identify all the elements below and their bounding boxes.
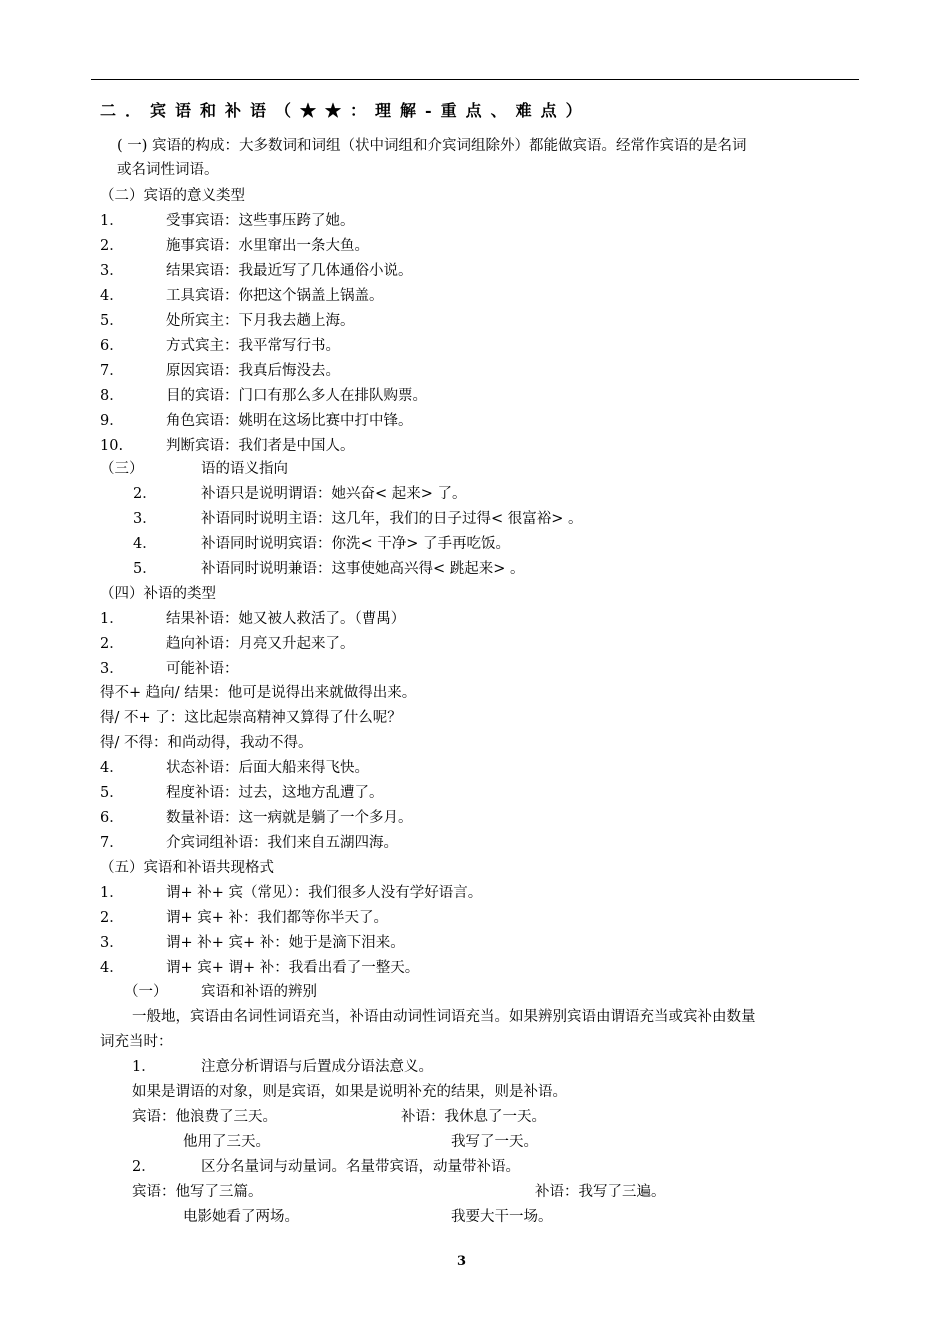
s3-item-num: 2． [133, 486, 157, 502]
s2-item-text: 结果宾语：我最近写了几体通俗小说。 [166, 263, 413, 279]
s6-ex2-left2: 电影她看了两场。 [183, 1209, 299, 1225]
s4-item-text: 结果补语：她又被人救活了。（曹禺） [166, 611, 406, 627]
s4-item-num: 6． [100, 810, 124, 826]
s2-item-text: 判断宾语：我们者是中国人。 [166, 438, 355, 454]
s2-item-text: 方式宾主：我平常写行书。 [166, 338, 340, 354]
s2-item-num: 5． [100, 313, 124, 329]
s2-item-num: 10. [100, 438, 124, 454]
s2-item-num: 3． [100, 263, 124, 279]
s2-item-text: 角色宾语：姚明在这场比赛中打中锋。 [166, 413, 413, 429]
s6-label: （一） [124, 984, 168, 1000]
s5-item-text: 谓+ 宾+ 谓+ 补：我看出看了一整天。 [166, 960, 420, 976]
s4-item-num: 2． [100, 636, 124, 652]
s5-item-text: 谓+ 宾+ 补：我们都等你半天了。 [166, 910, 389, 926]
s3-title: 语的语义指向 [201, 461, 288, 477]
header-rule [91, 79, 859, 80]
s4-item-num: 1． [100, 611, 124, 627]
s6-p1-num: 1． [132, 1059, 156, 1075]
s5-item-num: 3． [100, 935, 124, 951]
s3-item-text: 补语同时说明兼语：这事使她高兴得< 跳起来> 。 [201, 561, 525, 577]
s2-item-num: 6． [100, 338, 124, 354]
s3-label: （三） [100, 461, 144, 477]
section-heading: 二．宾语和补语（★★：理解-重点、难点） [100, 101, 591, 120]
s5-item-text: 谓+ 补+ 宾（常见）：我们很多人没有学好语言。 [166, 885, 483, 901]
p1-line2: 或名词性词语。 [117, 162, 219, 178]
s3-item-text: 补语只是说明谓语：她兴奋< 起来> 了。 [201, 486, 467, 502]
s4-title: （四）补语的类型 [100, 586, 216, 602]
s6-p1-text: 注意分析谓语与后置成分语法意义。 [201, 1059, 433, 1075]
s3-item-text: 补语同时说明主语：这几年，我们的日子过得< 很富裕> 。 [201, 511, 583, 527]
s6-title: 宾语和补语的辨别 [201, 984, 317, 1000]
s6-ex1-left1: 宾语：他浪费了三天。 [132, 1109, 277, 1125]
s4-item-text: 状态补语：后面大船来得飞快。 [166, 760, 369, 776]
s2-item-num: 2． [100, 238, 124, 254]
s4-item-text: 可能补语： [166, 661, 239, 677]
s2-title: （二）宾语的意义类型 [100, 188, 245, 204]
s4-item-text: 趋向补语：月亮又升起来了。 [166, 636, 355, 652]
s4-sub-3: 得/ 不得：和尚动得，我动不得。 [100, 735, 313, 751]
s5-item-num: 2． [100, 910, 124, 926]
s3-item-text: 补语同时说明宾语：你洗< 干净> 了手再吃饭。 [201, 536, 511, 552]
s3-item-num: 3． [133, 511, 157, 527]
s5-item-text: 谓+ 补+ 宾+ 补：她于是滴下泪来。 [166, 935, 405, 951]
s6-ex2-right2: 我要大干一场。 [451, 1209, 553, 1225]
s6-p2-text: 区分名量词与动量词。名量带宾语，动量带补语。 [201, 1159, 520, 1175]
s2-item-text: 目的宾语：门口有那么多人在排队购票。 [166, 388, 427, 404]
s4-item-num: 7． [100, 835, 124, 851]
s6-ex1-right2: 我写了一天。 [451, 1134, 538, 1150]
s6-p1-desc: 如果是谓语的对象，则是宾语，如果是说明补充的结果，则是补语。 [132, 1084, 567, 1100]
s6-ex2-right1: 补语：我写了三遍。 [535, 1184, 666, 1200]
p1-line1: ( 一) 宾语的构成：大多数词和词组（状中词组和介宾词组除外）都能做宾语。经常作宾语的是名词 [117, 138, 747, 154]
s4-item-num: 5． [100, 785, 124, 801]
s4-item-num: 3． [100, 661, 124, 677]
s6-para-line2: 词充当时： [100, 1034, 173, 1050]
s3-item-num: 4． [133, 536, 157, 552]
s2-item-text: 施事宾语：水里窜出一条大鱼。 [166, 238, 369, 254]
s6-ex1-right1: 补语：我休息了一天。 [401, 1109, 546, 1125]
s4-sub-1: 得不+ 趋向/ 结果：他可是说得出来就做得出来。 [100, 685, 417, 701]
s4-item-text: 介宾词组补语：我们来自五湖四海。 [166, 835, 398, 851]
s2-item-text: 处所宾主：下月我去趟上海。 [166, 313, 355, 329]
s2-item-num: 8． [100, 388, 124, 404]
s4-sub-2: 得/ 不+ 了：这比起崇高精神又算得了什么呢？ [100, 710, 402, 726]
s2-item-text: 工具宾语：你把这个锅盖上锅盖。 [166, 288, 384, 304]
s5-item-num: 4． [100, 960, 124, 976]
s6-p2-num: 2． [132, 1159, 156, 1175]
s4-item-text: 程度补语：过去，这地方乱遭了。 [166, 785, 384, 801]
s6-para-line1: 一般地，宾语由名词性词语充当，补语由动词性词语充当。如果辨别宾语由谓语充当或宾补由数量 [132, 1009, 756, 1025]
s2-item-text: 原因宾语：我真后悔没去。 [166, 363, 340, 379]
s2-item-num: 9． [100, 413, 124, 429]
s3-item-num: 5． [133, 561, 157, 577]
page-number: 3 [457, 1254, 467, 1269]
s2-item-text: 受事宾语：这些事压跨了她。 [166, 213, 355, 229]
s5-item-num: 1． [100, 885, 124, 901]
s2-item-num: 7． [100, 363, 124, 379]
s4-item-text: 数量补语：这一病就是躺了一个多月。 [166, 810, 413, 826]
s2-item-num: 4． [100, 288, 124, 304]
s6-ex2-left1: 宾语：他写了三篇。 [132, 1184, 263, 1200]
s2-item-num: 1． [100, 213, 124, 229]
s5-title: （五）宾语和补语共现格式 [100, 860, 274, 876]
s6-ex1-left2: 他用了三天。 [183, 1134, 270, 1150]
s4-item-num: 4． [100, 760, 124, 776]
